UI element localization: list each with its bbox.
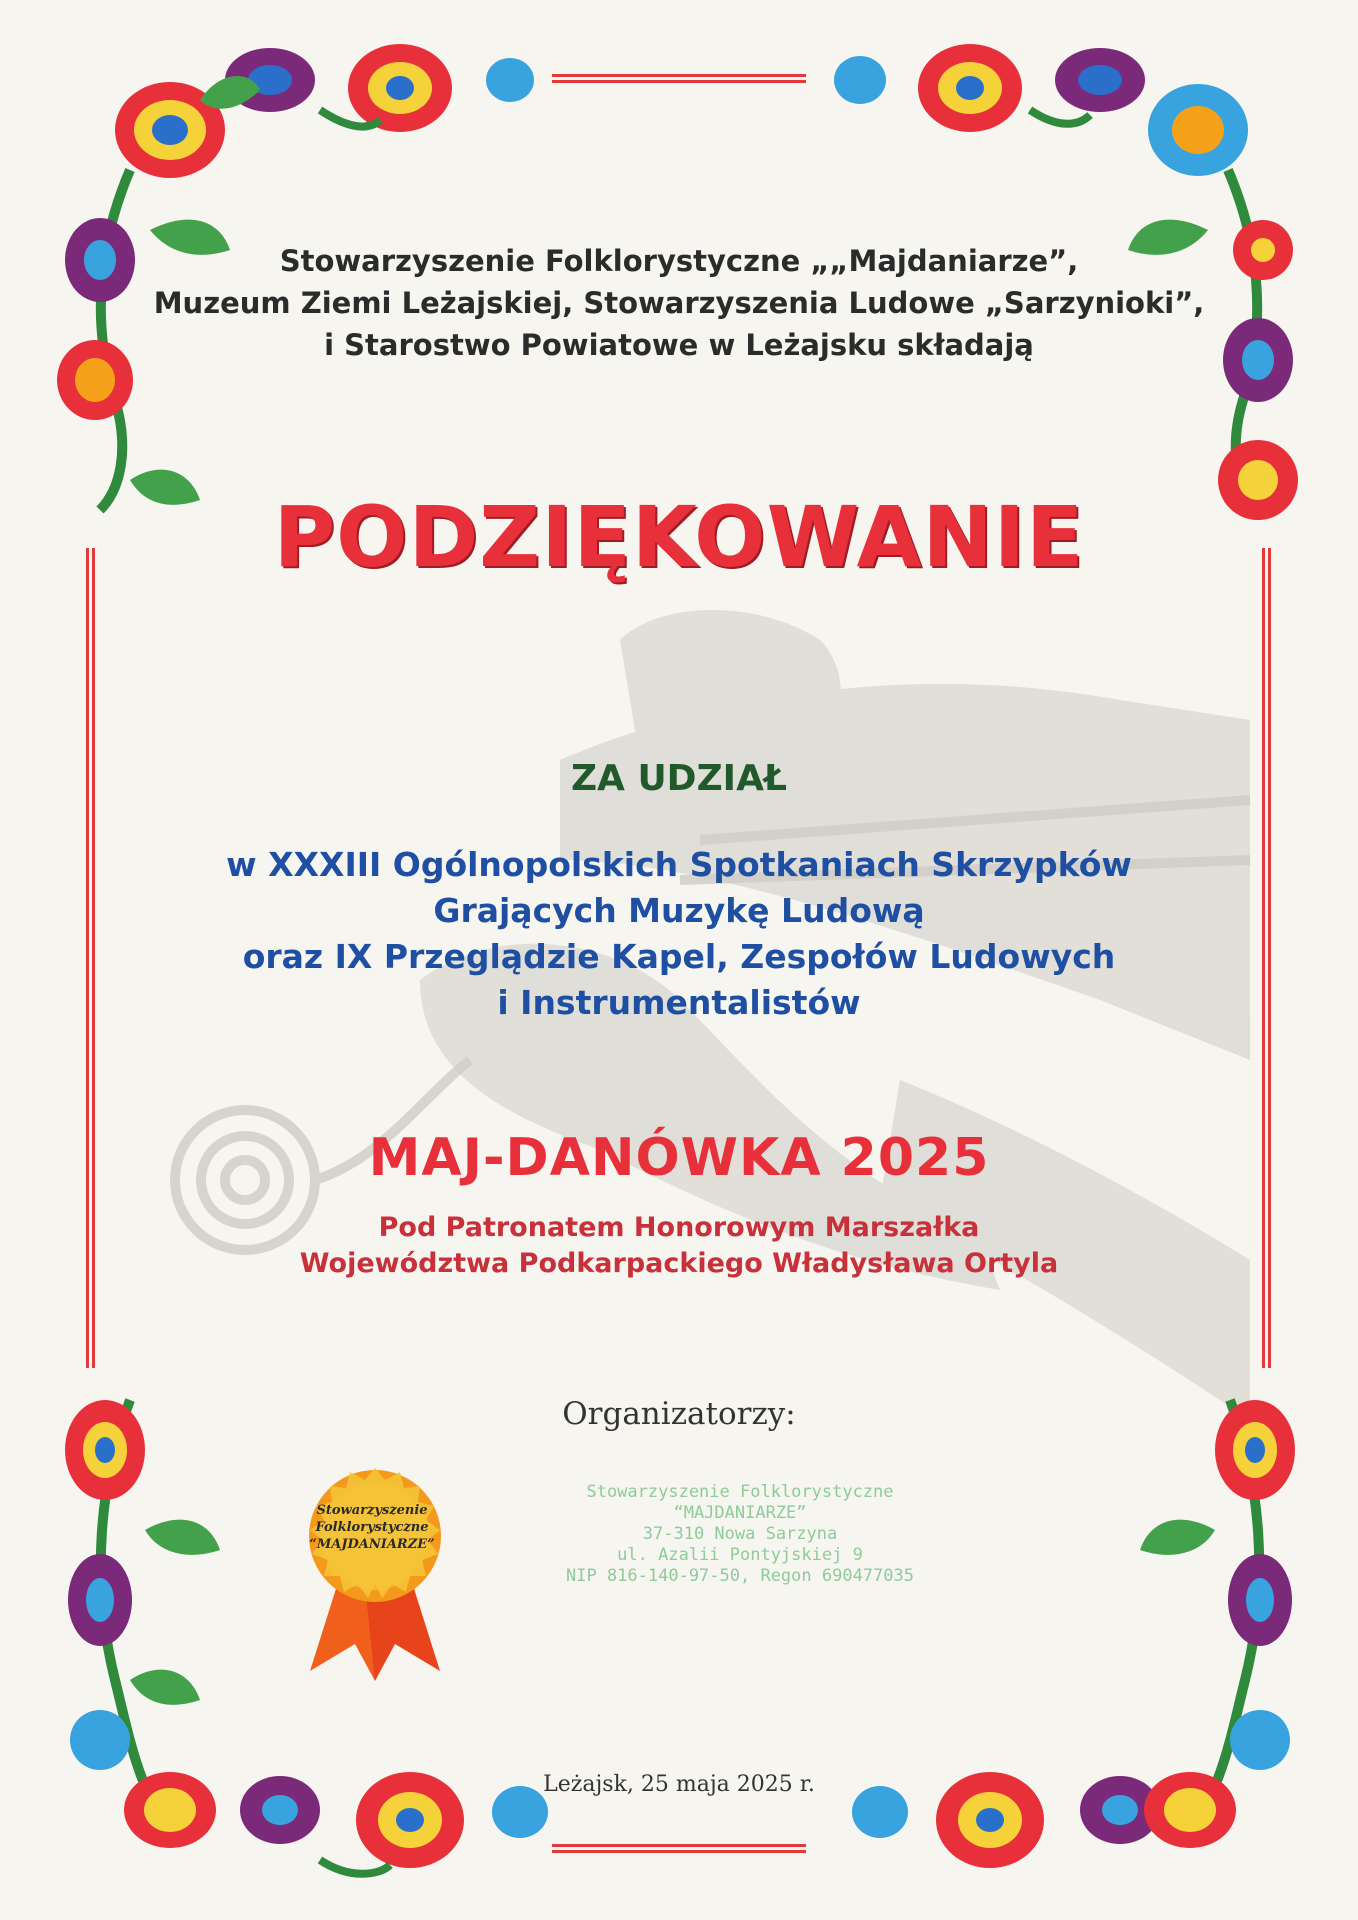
seal-line: “MAJDANIARZE” bbox=[309, 1537, 435, 1552]
event-description bbox=[0, 842, 1358, 1026]
flower-border-top-left-row bbox=[180, 30, 550, 140]
flower-border-bottom-left-row bbox=[200, 1740, 560, 1890]
stamp-line: Stowarzyszenie Folklorystyczne bbox=[586, 1482, 894, 1502]
za-udzial-heading: ZA UDZIAŁ bbox=[570, 758, 788, 799]
stamp-line: ul. Azalii Pontyjskiej 9 bbox=[617, 1545, 863, 1565]
intro-line: Stowarzyszenie Folklorystyczne „„Majdaniarze”, bbox=[279, 244, 1079, 278]
festival-name: MAJ-DANÓWKA 2025 bbox=[368, 1128, 990, 1188]
intro-block bbox=[0, 240, 1358, 366]
seal-text bbox=[272, 1502, 472, 1553]
seal-line: Stowarzyszenie bbox=[316, 1503, 428, 1518]
event-line: w XXXIII Ogólnopolskich Spotkaniach Skrzypków bbox=[226, 845, 1132, 884]
flower-border-top-right-row bbox=[800, 30, 1180, 140]
patronage-line: Pod Patronatem Honorowym Marszałka bbox=[378, 1212, 980, 1243]
frame-line-bottom bbox=[552, 1844, 806, 1847]
frame-line-top bbox=[552, 74, 806, 77]
intro-line: i Starostwo Powiatowe w Leżajsku składają bbox=[324, 328, 1034, 362]
certificate-title: PODZIĘKOWANIE bbox=[273, 488, 1085, 586]
patronage-line: Województwa Podkarpackiego Władysława Ortyla bbox=[299, 1248, 1059, 1279]
organizers-label: Organizatorzy: bbox=[562, 1396, 796, 1432]
patronage-block bbox=[0, 1210, 1358, 1282]
event-line: oraz IX Przeglądzie Kapel, Zespołów Ludowych bbox=[242, 937, 1116, 976]
place-date: Leżajsk, 25 maja 2025 r. bbox=[543, 1772, 815, 1797]
stamp-line: NIP 816-140-97-50, Regon 690477035 bbox=[566, 1566, 914, 1586]
organizer-stamp bbox=[540, 1482, 940, 1587]
flower-border-bottom-right-row bbox=[840, 1740, 1180, 1890]
stamp-line: 37-310 Nowa Sarzyna bbox=[642, 1524, 838, 1544]
stamp-line: “MAJDANIARZE” bbox=[673, 1503, 807, 1523]
event-line: i Instrumentalistów bbox=[497, 983, 861, 1022]
gold-rosette-seal bbox=[270, 1466, 480, 1686]
event-line: Grających Muzykę Ludową bbox=[433, 891, 925, 930]
intro-line: Muzeum Ziemi Leżajskiej, Stowarzyszenia Ludowe „Sarzynioki”, bbox=[153, 286, 1205, 320]
seal-line: Folklorystyczne bbox=[315, 1520, 429, 1535]
